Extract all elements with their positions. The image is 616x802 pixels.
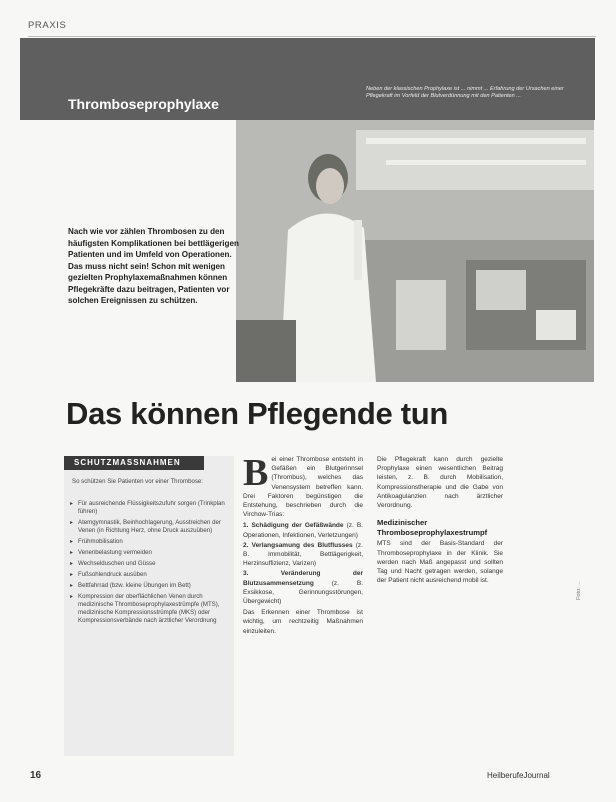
factor-item	[243, 569, 363, 606]
factor-text: (z. B. Operationen, Infektionen, Verletzungen)	[243, 522, 363, 539]
sidebar-item: ▸ Atemgymnastik, Beinhochlagerung, Ausstreichen der Venen (in Richtung Herz, ohne Druck auszuüben)	[70, 519, 226, 535]
sidebar-item: ▸ Kompression der oberflächlichen Venen durch medizinische Thromboseprophylaxestrümpfe (MTS), medizinische Kompressionsstrümpfe (MKS) oder Kompressionsverbände nach ärztlicher Verordnung	[70, 593, 226, 625]
factor-list	[243, 521, 363, 606]
factor-number: 1.	[243, 522, 249, 530]
body-column-1	[243, 452, 364, 636]
body-paragraph: MTS sind der Basis-Standard der Thromboseprophylaxe in der Klinik. Sie werden nach Maß angepasst und sollten Tag und Nacht getragen werden, solange der Patient nicht ausreichend mobil ist.	[377, 540, 503, 585]
body-column-2	[377, 455, 503, 585]
photo-credit: Foto: ...	[576, 581, 582, 600]
factor-text: (z. B. Immobilität, Bettlägerigkeit, Herzinsuffizienz, Varizen)	[243, 541, 363, 568]
subheading: Medizinischer Thromboseprophylaxestrumpf	[377, 518, 488, 537]
sidebar-item: ▸ Venenbelastung vermeiden	[70, 549, 226, 557]
sidebar-item: ▸ Wechselduschen und Güsse	[70, 560, 226, 568]
page-number: 16	[30, 770, 42, 781]
article-kicker: Thromboseprophylaxe	[68, 96, 219, 112]
body-paragraph: Die Pflegekraft kann durch gezielte Prophylaxe einen wesentlichen Beitrag leisten, z. B. durch Mobilisation, Kompressionstherapie und die Gabe von Antikoagulanzien nach ärztlicher Verordnung.	[377, 456, 503, 510]
factor-label: Verlangsamung des Blutflusses	[251, 541, 353, 549]
body-paragraph: ei einer Thrombose entsteht in Gefäßen ein Blutgerinnsel (Thrombus), welches das Venensystem betreffen kann. Drei Faktoren begünstigen die Entstehung, beschrieben durch die Virchow-Trias:	[243, 456, 363, 519]
factor-item	[243, 521, 363, 539]
intro-teaser: Nach wie vor zählen Thrombosen zu den häufigsten Komplikationen bei bettlägerigen Patienten und im Umfeld von Operationen. Das muss nicht sein! Schon mit wenigen gezielten Prophylaxemaßnahmen können Pflegekräfte dazu beitragen, Patienten vor solchen Ereignissen zu schützen.	[68, 227, 239, 305]
factor-label: Schädigung der Gefäßwände	[251, 522, 344, 530]
top-rule	[28, 36, 596, 37]
factor-number: 3.	[243, 570, 249, 578]
factor-item	[243, 541, 363, 569]
sidebar-box	[64, 456, 234, 756]
journal-name: HeilberufeJournal	[487, 771, 550, 780]
caption-text: Neben der klassischen Prophylaxe ist ... nimmt ... Erfahrung der Ursachen einer Pflegekraft im Vorfeld der Blutverdünnung mit den Patienten ...	[366, 86, 564, 99]
sidebar-item: ▸ Frühmobilisation	[70, 538, 226, 546]
sidebar-item: ▸ Bettfahrrad (bzw. kleine Übungen im Bett)	[70, 582, 226, 590]
sidebar-item: ▸ Fußsohlendruck ausüben	[70, 571, 226, 579]
factor-text: (z. B. Exsikkose, Gerinnungsstörungen, Übergewicht)	[243, 579, 363, 606]
drop-cap: B	[243, 452, 269, 494]
lab-photo	[236, 120, 594, 382]
sidebar-item: ▸ Für ausreichende Flüssigkeitszufuhr sorgen (Trinkplan führen)	[70, 500, 226, 516]
sidebar-list	[70, 500, 226, 628]
sidebar-intro: So schützen Sie Patienten vor einer Thrombose:	[72, 478, 203, 485]
factor-number: 2.	[243, 541, 249, 549]
body-paragraph: Das Erkennen einer Thrombose ist wichtig, um rechtzeitig Maßnahmen einzuleiten.	[243, 609, 363, 635]
photo-caption	[366, 86, 576, 120]
factor-label: Veränderung der Blutzusammensetzung	[243, 570, 364, 587]
sidebar-title: SCHUTZMASSNAHMEN	[64, 456, 204, 470]
headline: Das können Pflegende tun	[66, 396, 449, 431]
section-label: PRAXIS	[28, 20, 67, 31]
